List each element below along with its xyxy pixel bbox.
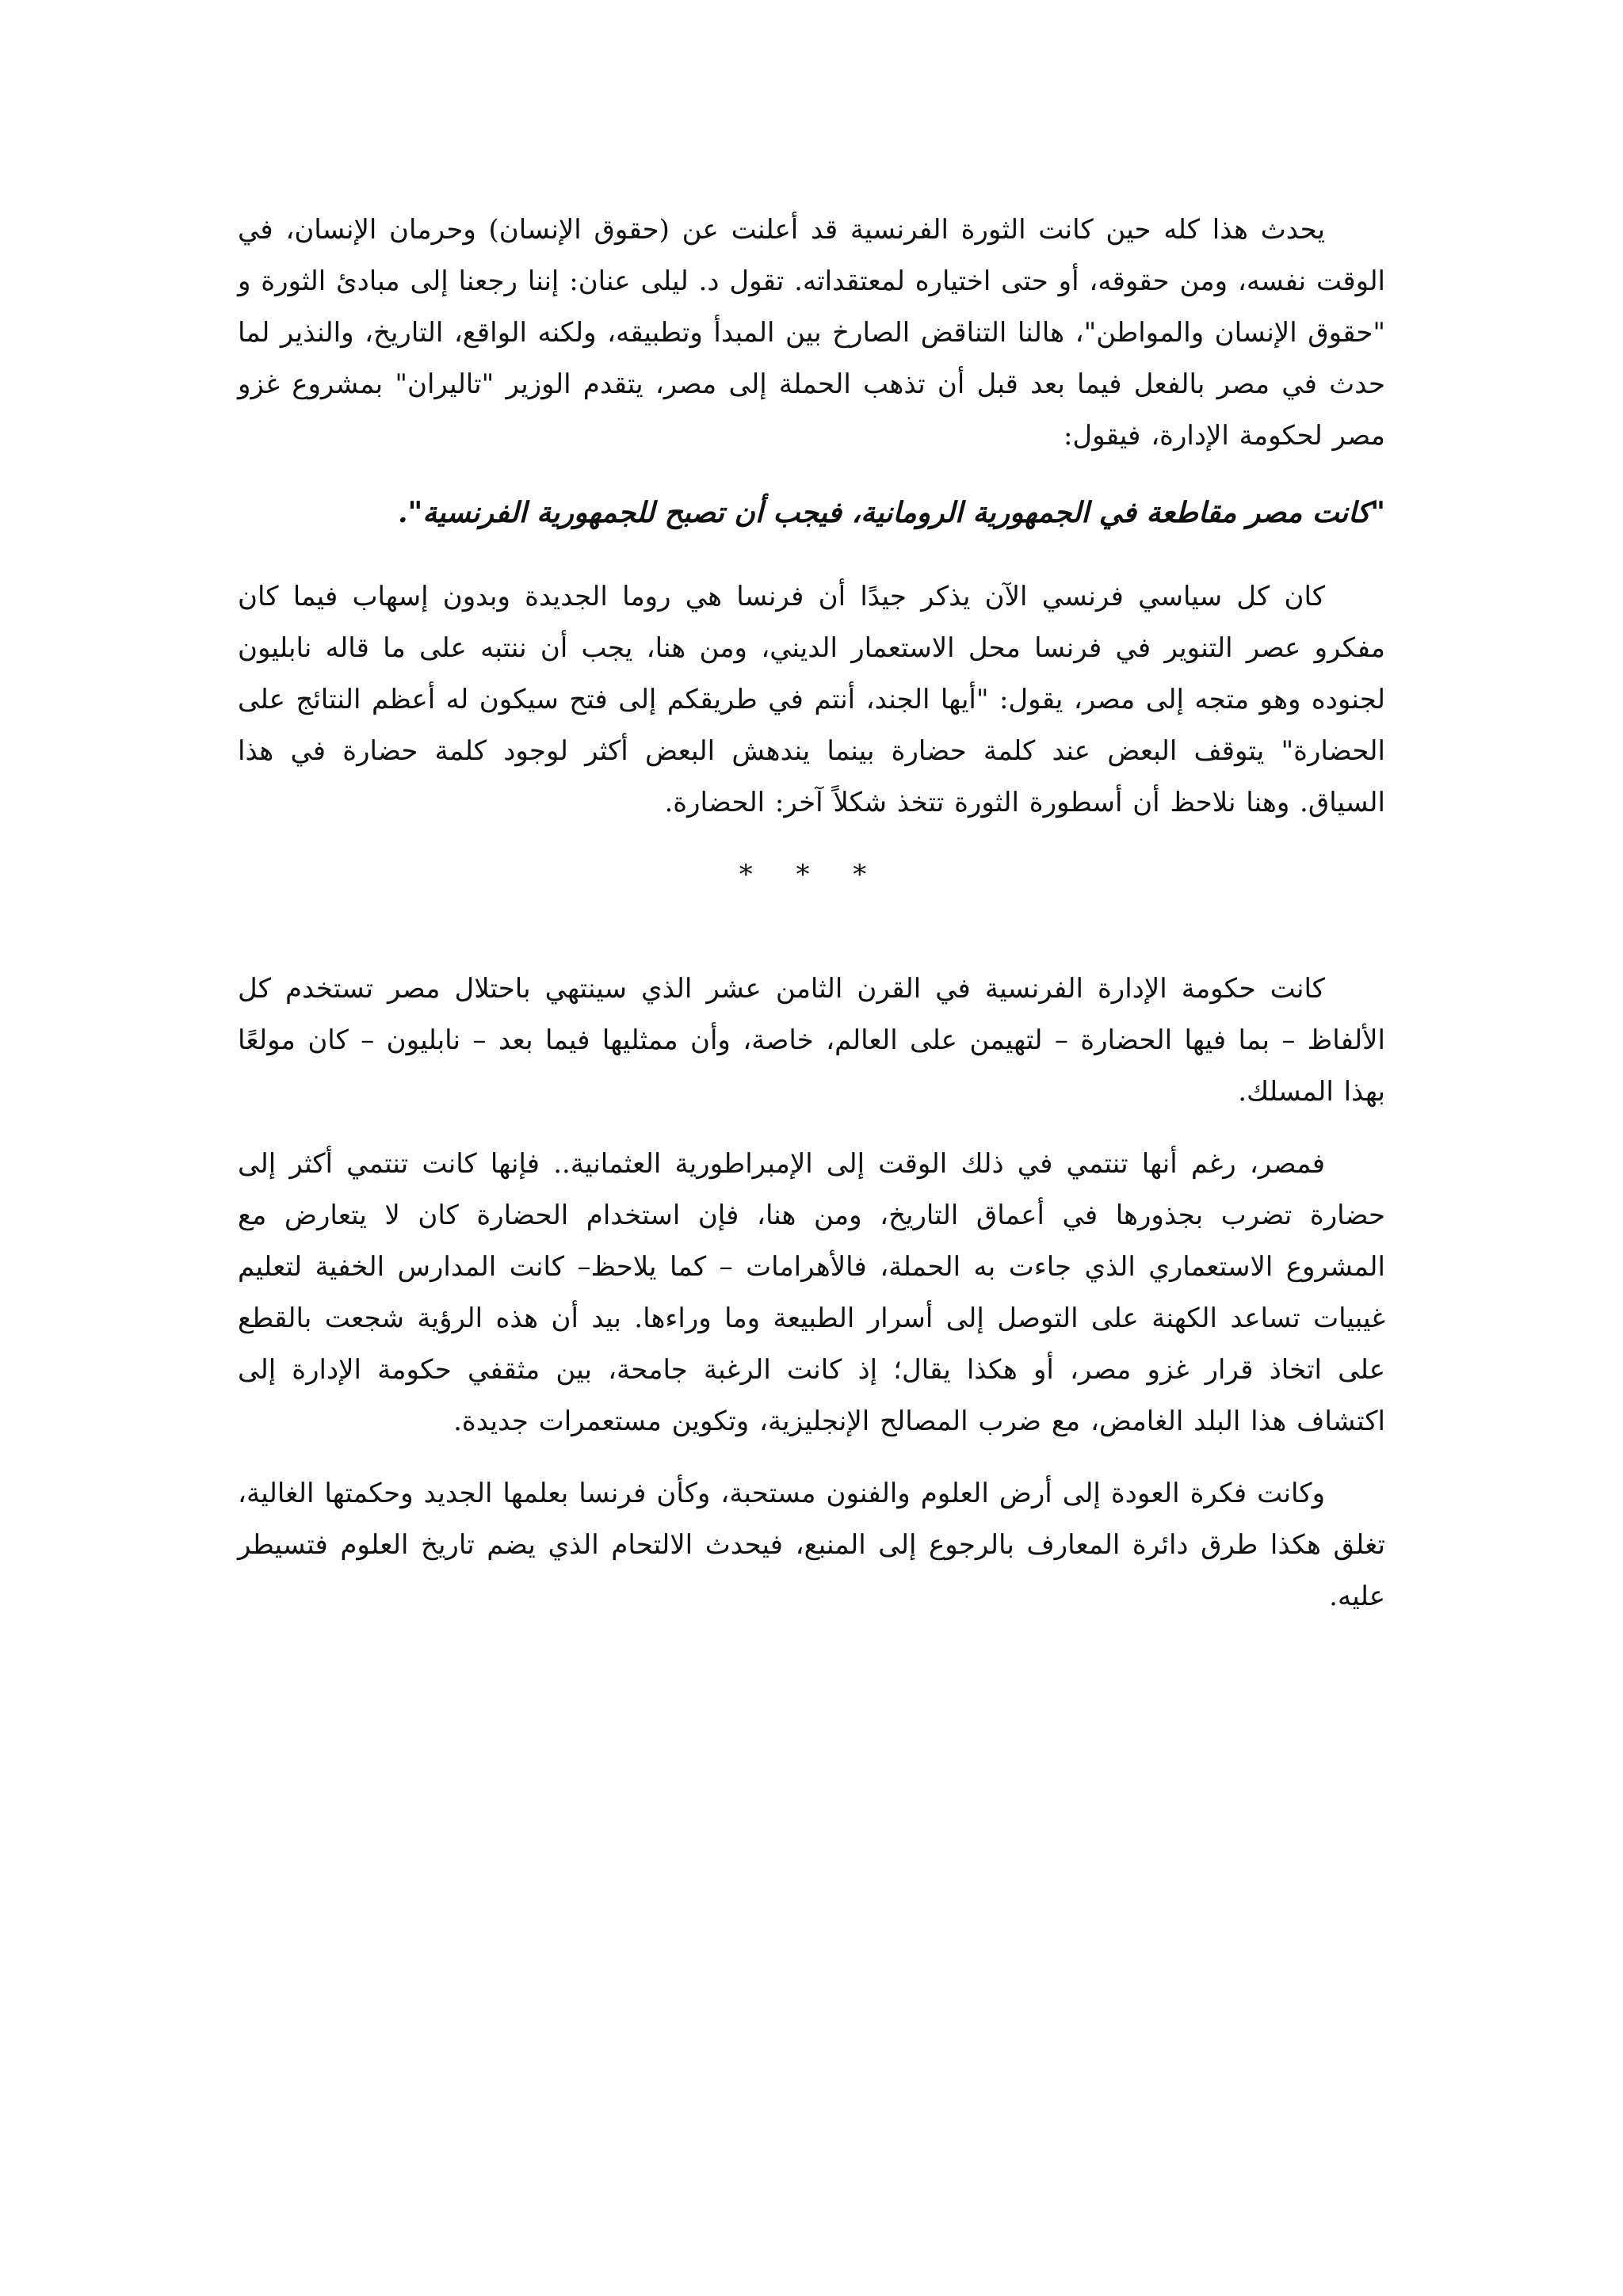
quotation: "كانت مصر مقاطعة في الجمهورية الرومانية، فيجب أن تصبح للجمهورية الفرنسية". (397, 496, 1385, 529)
body-paragraph: كانت حكومة الإدارة الفرنسية في القرن الثامن عشر الذي سينتهي باحتلال مصر تستخدم كل الألفاظ – بما فيها الحضارة – لتهيمن على العالم، خاصة، وأن ممثليها فيما بعد – نابليون – كان مولعًا بهذا المسلك. (238, 973, 1385, 1108)
body-paragraph: فمصر، رغم أنها تنتمي في ذلك الوقت إلى الإمبراطورية العثمانية.. فإنها كانت تنتمي أكثر إلى حضارة تضرب بجذورها في أعماق التاريخ، ومن هنا، فإن استخدام الحضارة كان لا يتعارض مع المشروع الاستعماري الذي جاءت به الحملة، فالأهرامات – كما يلاحظ– كانت المدارس الخفية لتعليم غيبيات تساعد الكهنة على التوصل إلى أسرار الطبيعة وما وراءها. بيد أن هذه الرؤية شجعت بالقطع على اتخاذ قرار غزو مصر، أو هكذا يقال؛ إذ كانت الرغبة جامحة، بين مثقفي حكومة الإدارة إلى اكتشاف هذا البلد الغامض، مع ضرب المصالح الإنجليزية، وتكوين مستعمرات جديدة. (238, 1148, 1385, 1437)
section-separator: * * * (739, 859, 884, 891)
document-page (238, 204, 1385, 1623)
body-paragraph: وكانت فكرة العودة إلى أرض العلوم والفنون مستحبة، وكأن فرنسا بعلمها الجديد وحكمتها الغالية، تغلق هكذا طرق دائرة المعارف بالرجوع إلى المنبع، فيحدث الالتحام الذي يضم تاريخ العلوم فتسيطر عليه. (238, 1478, 1385, 1612)
body-paragraph: كان كل سياسي فرنسي الآن يذكر جيدًا أن فرنسا هي روما الجديدة وبدون إسهاب فيما كان مفكرو عصر التنوير في فرنسا محل الاستعمار الديني، ومن هنا، يجب أن ننتبه على ما قاله نابليون لجنوده وهو متجه إلى مصر، يقول: "أيها الجند، أنتم في طريقكم إلى فتح سيكون له أعظم النتائج على الحضارة" يتوقف البعض عند كلمة حضارة بينما يندهش البعض أكثر لوجود كلمة حضارة في هذا السياق. وهنا نلاحظ أن أسطورة الثورة تتخذ شكلاً آخر: الحضارة. (238, 581, 1385, 818)
body-paragraph: يحدث هذا كله حين كانت الثورة الفرنسية قد أعلنت عن (حقوق الإنسان) وحرمان الإنسان، في الوقت نفسه، ومن حقوقه، أو حتى اختياره لمعتقداته. تقول د. ليلى عنان: إننا رجعنا إلى مبادئ الثورة و "حقوق الإنسان والمواطن"، هالنا التناقض الصارخ بين المبدأ وتطبيقه، ولكنه الواقع، التاريخ، والنذير لما حدث في مصر بالفعل فيما بعد قبل أن تذهب الحملة إلى مصر، يتقدم الوزير "تاليران" بمشروع غزو مصر لحكومة الإدارة، فيقول: (238, 214, 1385, 452)
